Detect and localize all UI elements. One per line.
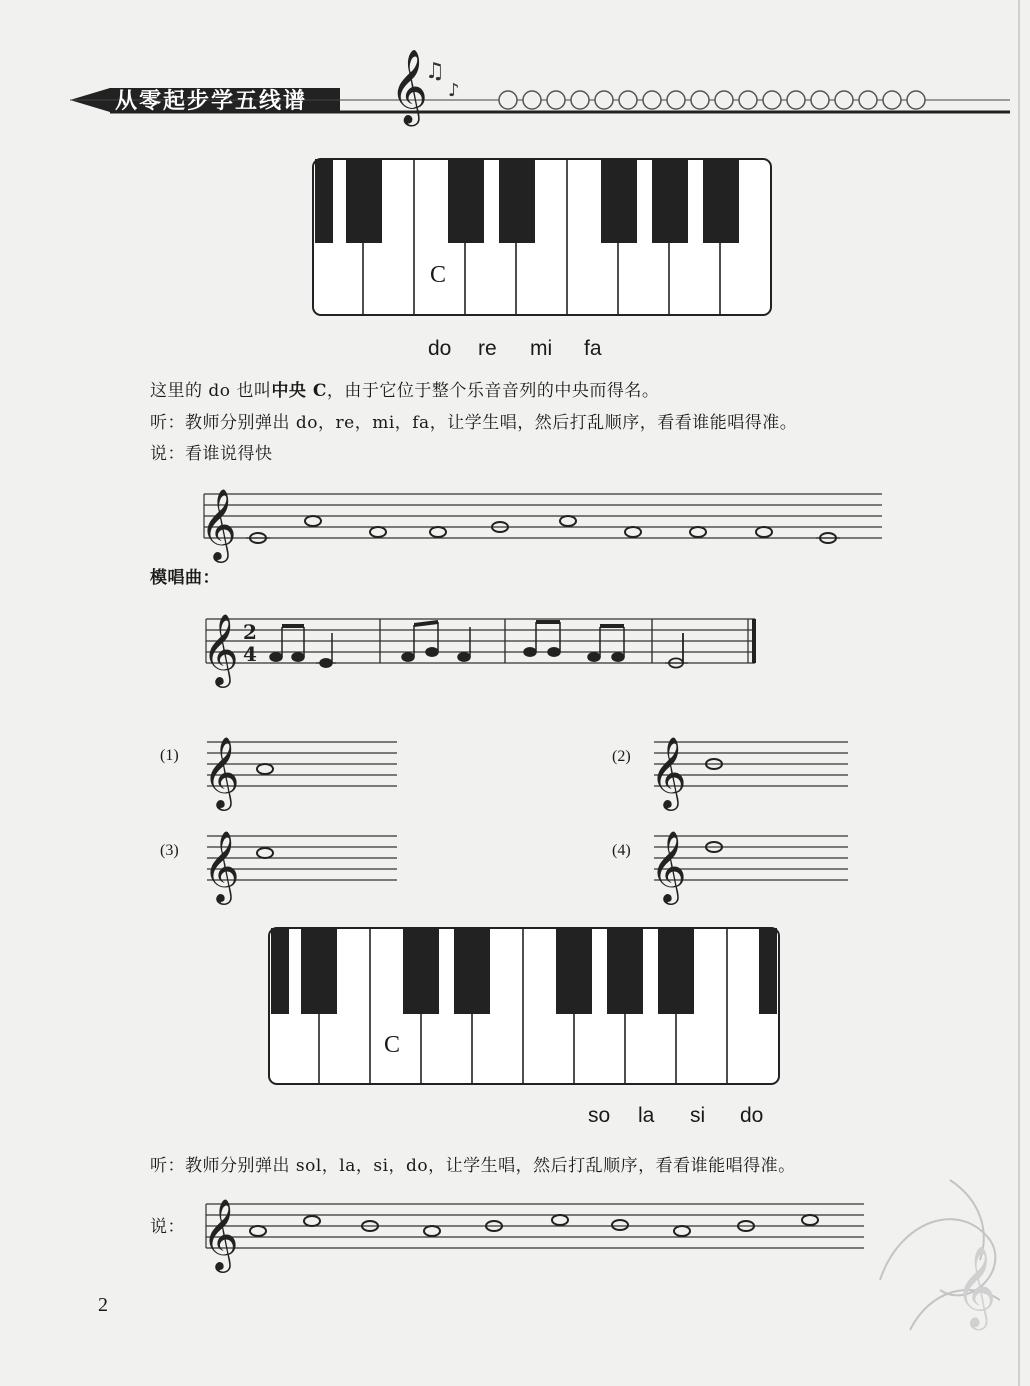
solfa-re: re [478,337,497,360]
page-edge [1018,0,1020,1386]
treble-clef-icon: 𝄞 [203,735,240,808]
section-title-song: 模唱曲： [150,568,220,588]
text-line-2: 听：教师分别弹出 do，re，mi，fa，让学生唱，然后打乱顺序，看看谁能唱得准。 [150,413,798,433]
exercise-2-staff [650,728,850,808]
solfa-si: si [690,1104,706,1127]
middle-c-label: C [430,262,447,288]
text-line-3: 说：看谁说得快 [150,444,273,464]
treble-clef-icon: 𝄞 [650,829,687,902]
decorative-corner [860,1160,1010,1360]
exercise-3-staff [203,822,398,902]
svg-text:♪: ♪ [448,80,460,101]
text-listen-2: 听：教师分别弹出 sol，la，si，do，让学生唱，然后打乱顺序，看看谁能唱得准。 [150,1156,796,1176]
solfa-mi: mi [530,337,553,360]
solfa-la: la [638,1104,655,1127]
staff-1 [198,480,883,570]
treble-clef-icon: 𝄞 [202,612,239,685]
text-line-1-post: ，由于它位于整个乐音音列的中央而得名。 [326,381,660,401]
staff-song [200,605,760,695]
keyboard-2 [268,927,780,1087]
solfa-fa: fa [584,337,602,360]
text-say-2: 说： [150,1217,185,1237]
time-signature-bottom: 4 [243,642,257,666]
exercise-2-label: (2) [612,748,631,765]
text-line-1 [150,376,659,401]
exercise-4-label: (4) [612,842,631,859]
time-signature-top: 2 [243,620,257,644]
middle-c-term: 中央 C [271,381,327,401]
treble-clef-icon: 𝄞 [203,829,240,902]
solfa-do-high: do [740,1104,764,1127]
book-title: 从零起步学五线谱 [115,89,308,114]
page-number: 2 [98,1294,108,1316]
treble-clef-icon: 𝄞 [650,735,687,808]
exercise-1-label: (1) [160,747,179,764]
treble-clef-icon: 𝄞 [200,487,237,560]
treble-clef-icon: 𝄞 [202,1197,239,1270]
header-clef-icon [390,50,460,127]
page-header [0,0,1030,140]
exercise-3-label: (3) [160,842,179,859]
svg-text:♫: ♫ [425,59,445,84]
exercise-4-staff [650,822,850,902]
text-line-1-pre: 这里的 do 也叫 [150,381,272,401]
solfa-do: do [428,337,452,360]
staff-3 [200,1190,868,1270]
keyboard-1 [312,158,772,318]
solfa-so: so [588,1104,611,1127]
svg-text:𝄞: 𝄞 [390,50,428,124]
decorative-clef-icon: 𝄞 [955,1245,997,1327]
exercise-1-staff [203,728,398,808]
middle-c-label-2: C [384,1032,401,1058]
